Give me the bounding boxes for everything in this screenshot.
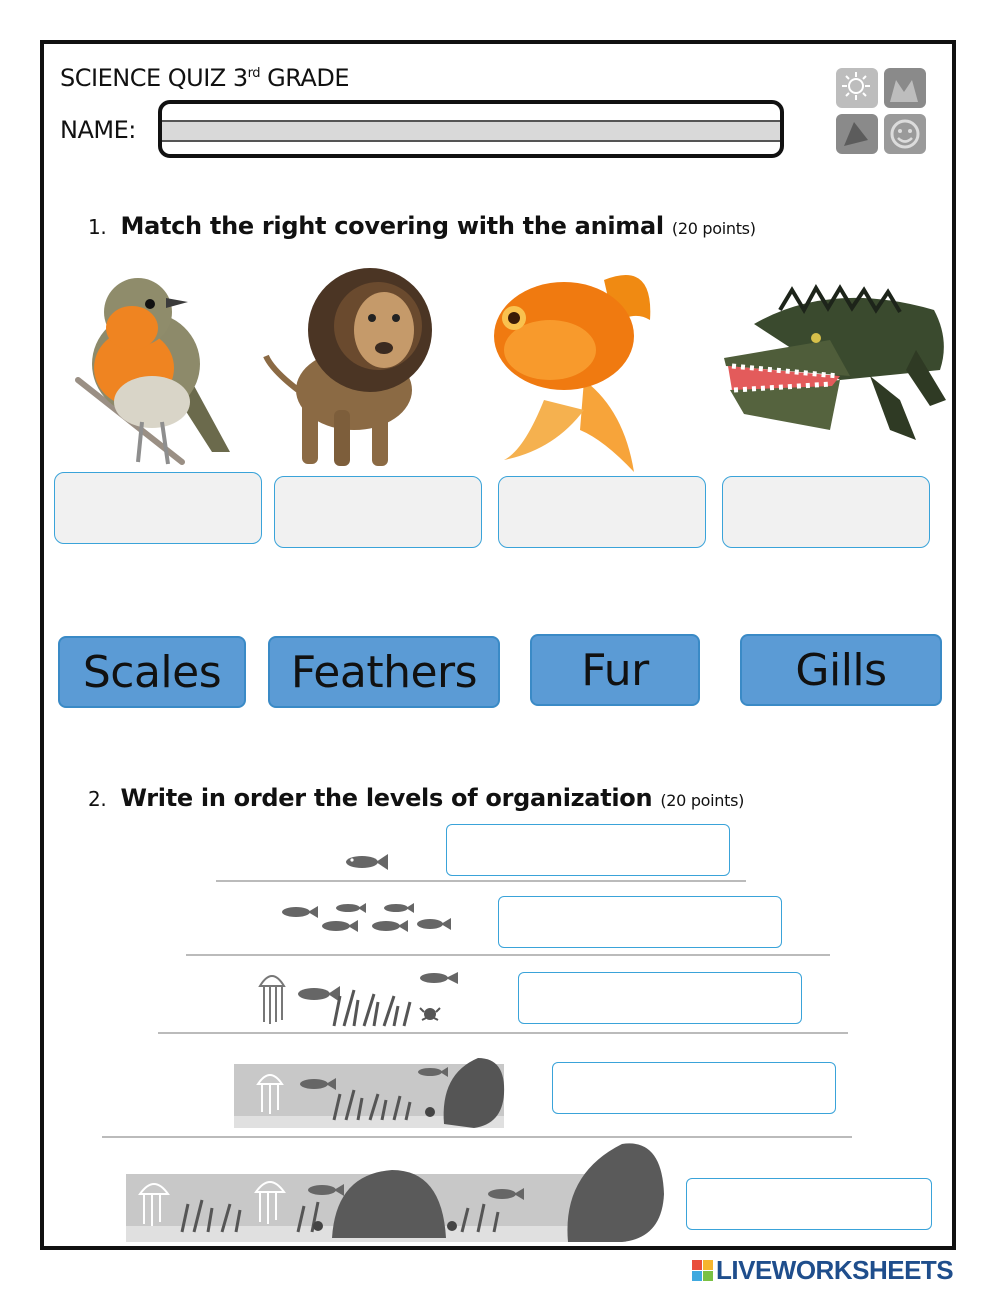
level-divider [216, 880, 746, 882]
brand-tile [692, 1260, 702, 1270]
bird-icon [72, 272, 232, 472]
level-answer-ecosystem[interactable] [552, 1062, 836, 1114]
drop-box-lion[interactable] [274, 476, 482, 548]
answer-chip-gills[interactable]: Gills [740, 634, 942, 706]
lion-icon [262, 260, 432, 470]
name-field[interactable] [158, 100, 784, 158]
biosphere-icon [122, 1134, 682, 1246]
answer-chip-fur[interactable]: Fur [530, 634, 700, 706]
goldfish-icon [484, 260, 674, 480]
answer-chip-feathers[interactable]: Feathers [268, 636, 500, 708]
level-divider [158, 1032, 848, 1034]
answer-chip-scales[interactable]: Scales [58, 636, 246, 708]
brand-name: LIVEWORKSHEETS [716, 1255, 954, 1285]
level-answer-population[interactable] [498, 896, 782, 948]
worksheet [40, 40, 956, 1250]
drop-box-crocodile[interactable] [722, 476, 930, 548]
quiz-title: SCIENCE QUIZ 3rd GRADE [60, 64, 349, 92]
level-divider [186, 954, 830, 956]
question-1-title: 1. Match the right covering with the animal (20 points) [88, 212, 756, 240]
school-logo-icon [834, 66, 930, 156]
crocodile-icon [720, 280, 952, 450]
level-answer-biosphere[interactable] [686, 1178, 932, 1230]
drop-box-bird[interactable] [54, 472, 262, 544]
brand-tile [692, 1271, 702, 1281]
fish-school-icon [276, 898, 456, 938]
name-input-line[interactable] [162, 120, 780, 142]
ecosystem-icon [234, 1054, 514, 1132]
community-icon [254, 966, 464, 1028]
question-2-title: 2. Write in order the levels of organization (20 points) [88, 784, 745, 812]
level-answer-organism[interactable] [446, 824, 730, 876]
drop-box-fish[interactable] [498, 476, 706, 548]
level-answer-community[interactable] [518, 972, 802, 1024]
brand-tile [703, 1260, 713, 1270]
name-label: NAME: [60, 116, 136, 144]
single-fish-icon [342, 850, 390, 874]
brand-tile [703, 1271, 713, 1281]
liveworksheets-logo [692, 1255, 953, 1286]
brand-tiles-icon [692, 1260, 713, 1281]
